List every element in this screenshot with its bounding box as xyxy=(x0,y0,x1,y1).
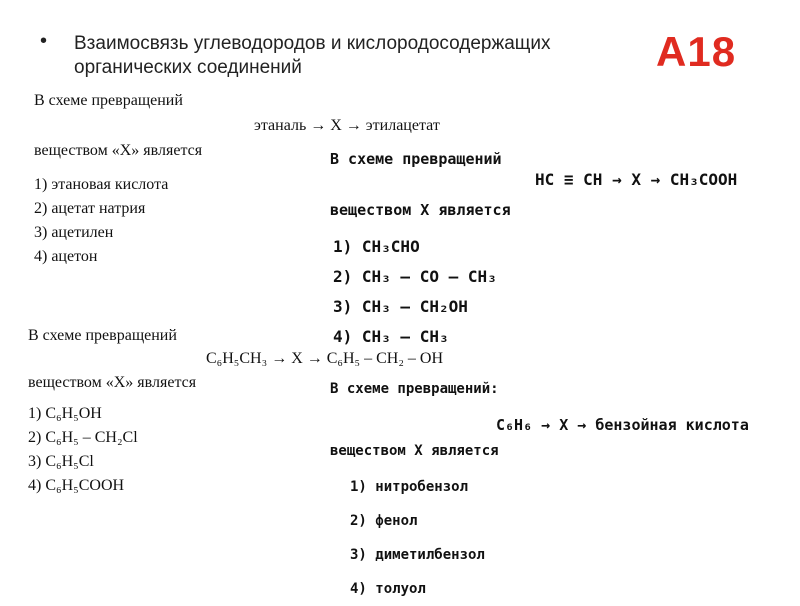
q4-intro: В схеме превращений: xyxy=(330,381,499,397)
q2-option-2: 2) CH₃ – CO – CH₃ xyxy=(333,267,497,286)
q1-option-2: 2) ацетат натрия xyxy=(34,200,146,217)
title-bullet: • xyxy=(40,30,48,52)
q4-option-1: 1) нитробензол xyxy=(350,479,469,495)
q3-question: веществом «X» является xyxy=(28,374,197,391)
q4-question: веществом X является xyxy=(330,443,499,459)
q4-option-4: 4) толуол xyxy=(350,581,426,597)
q2-scheme: HC ≡ CH → X → CH₃COOH xyxy=(535,170,738,189)
q3-intro: В схеме превращений xyxy=(28,327,177,344)
q1-intro: В схеме превращений xyxy=(34,92,183,109)
slide-title: Взаимосвязь углеводородов и кислородосодержащих органических соединений xyxy=(74,33,551,78)
q1-options xyxy=(34,173,168,269)
q3-option-2: 2) C₆H₅ – CH₂Cl xyxy=(28,429,138,446)
q4-option-3: 3) диметилбензол xyxy=(350,547,485,563)
q3-scheme: C₆H₅CH₃ → X → C₆H₅ – CH₂ – OH xyxy=(206,350,444,367)
q2-option-1: 1) CH₃CHO xyxy=(333,237,420,256)
q1-option-1: 1) этановая кислота xyxy=(34,176,169,193)
q3-option-4: 4) C₆H₅COOH xyxy=(28,477,125,494)
q1-option-4: 4) ацетон xyxy=(34,248,98,265)
q1-question: веществом «X» является xyxy=(34,142,203,159)
q2-options xyxy=(333,232,497,352)
q1-scheme: этаналь → X → этилацетат xyxy=(254,117,440,134)
q3-option-3: 3) C₆H₅Cl xyxy=(28,453,94,470)
q4-options xyxy=(350,470,485,606)
q4-option-2: 2) фенол xyxy=(350,513,418,529)
q3-options xyxy=(28,402,138,498)
q2-option-4: 4) CH₃ – CH₃ xyxy=(333,327,449,346)
q1-option-3: 3) ацетилен xyxy=(34,224,114,241)
q4-scheme: C₆H₆ → X → бензойная кислота xyxy=(496,416,749,434)
q2-intro: В схеме превращений xyxy=(330,150,502,168)
q3-option-1: 1) C₆H₅OH xyxy=(28,405,102,422)
q2-option-3: 3) CH₃ – CH₂OH xyxy=(333,297,468,316)
q2-question: веществом X является xyxy=(330,201,511,219)
task-badge: А18 xyxy=(656,28,737,75)
